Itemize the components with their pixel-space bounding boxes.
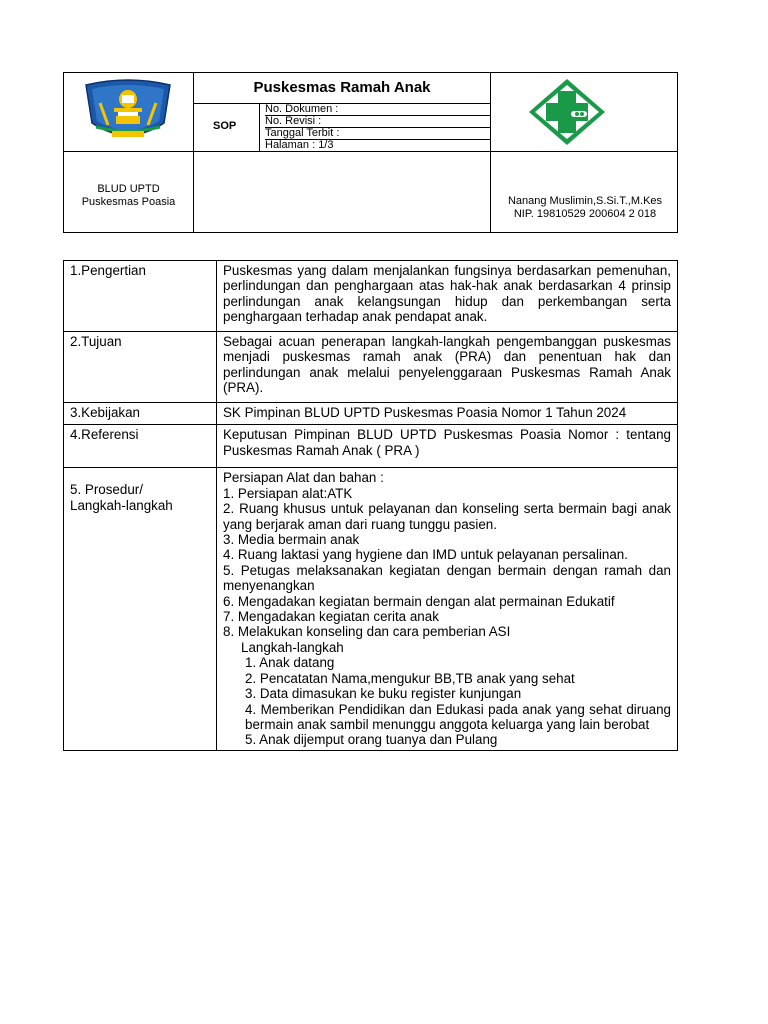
list-item: 3. Media bermain anak: [223, 532, 360, 548]
step-item: 5. Anak dijemput orang tuanya dan Pulang: [245, 732, 498, 748]
city-logo: [78, 77, 178, 147]
organization-name: [64, 183, 193, 209]
steps-title: Langkah-langkah: [241, 639, 344, 655]
document-header: [63, 72, 678, 233]
table-row: [64, 261, 678, 332]
list-item: 4. Ruang laktasi yang hygiene dan IMD untuk pelayanan persalinan.: [223, 547, 628, 563]
row-label: 1.Pengertian: [64, 261, 217, 332]
step-item: 4. Memberikan Pendidikan dan Edukasi pada anak yang sehat diruang bermain anak sambil menunggu anggota keluarga yang lain berobat: [245, 701, 671, 732]
sop-content-table: [63, 260, 678, 751]
header-divider: [64, 151, 677, 152]
signer-block: [491, 195, 679, 221]
procedure-label: [64, 468, 217, 750]
sop-label: SOP: [213, 120, 237, 132]
signer-name: Nanang Muslimin,S.Si.T.,M.Kes: [507, 195, 663, 207]
row-content: Keputusan Pimpinan BLUD UPTD Puskesmas Poasia Nomor : tentang Puskesmas Ramah Anak ( PRA ): [217, 425, 678, 468]
organization-line1: BLUD UPTD: [97, 183, 160, 195]
row-label: 4.Referensi: [64, 425, 217, 468]
procedure-intro: Persiapan Alat dan bahan :: [223, 470, 384, 486]
table-row: [64, 332, 678, 403]
header-divider: [193, 73, 194, 232]
step-item: 3. Data dimasukan ke buku register kunjungan: [245, 686, 522, 702]
list-item: 1. Persiapan alat:ATK: [223, 485, 353, 501]
row-label: 3.Kebijakan: [64, 403, 217, 425]
puskesmas-logo: [527, 77, 607, 147]
meta-page: Halaman : 1/3: [265, 139, 334, 151]
meta-doc-number: No. Dokumen :: [265, 103, 491, 116]
row-content: SK Pimpinan BLUD UPTD Puskesmas Poasia Nomor 1 Tahun 2024: [217, 403, 678, 425]
table-row: [64, 403, 678, 425]
row-content: Puskesmas yang dalam menjalankan fungsinya berdasarkan pemenuhan, perlindungan dan penghargaan atas hak-hak anak berdasarkan 4 prinsip perlindungan anak kelangsungan hidup dan perkembangan serta penghargaan terhadap anak pendapat anak.: [217, 261, 678, 332]
organization-line2: Puskesmas Poasia: [81, 196, 176, 208]
meta-revision: No. Revisi :: [265, 115, 491, 128]
document-meta: [259, 103, 492, 151]
document-title: Puskesmas Ramah Anak: [253, 79, 431, 96]
procedure-content: [217, 468, 678, 750]
table-row: [64, 468, 678, 750]
list-item: 2. Ruang khusus untuk pelayanan dan konseling serta bermain bagi anak yang berjarak aman dari ruang tunggu pasien.: [223, 501, 671, 532]
step-item: 1. Anak datang: [245, 655, 335, 671]
meta-issue-date: Tanggal Terbit :: [265, 127, 491, 140]
step-item: 2. Pencatatan Nama,mengukur BB,TB anak yang sehat: [245, 670, 575, 686]
procedure-label-line2: Langkah-langkah: [70, 497, 173, 513]
signer-nip: NIP. 19810529 200604 2 018: [513, 208, 657, 220]
list-item: 7. Mengadakan kegiatan cerita anak: [223, 609, 439, 625]
list-item: 5. Petugas melaksanakan kegiatan dengan bermain dengan ramah dan menyenangkan: [223, 562, 671, 594]
list-item: 6. Mengadakan kegiatan bermain dengan alat permainan Edukatif: [223, 593, 615, 609]
row-content: Sebagai acuan penerapan langkah-langkah pengembanggan puskesmas menjadi puskesmas ramah anak (PRA) dan penentuan hak dan perlindungan anak melalui penyelenggaraan Puskesmas Ramah Anak (PRA).: [217, 332, 678, 403]
procedure-label-line1: 5. Prosedur/: [70, 482, 143, 498]
row-label: 2.Tujuan: [64, 332, 217, 403]
table-row: [64, 425, 678, 468]
list-item: 8. Melakukan konseling dan cara pemberian ASI: [223, 624, 511, 640]
